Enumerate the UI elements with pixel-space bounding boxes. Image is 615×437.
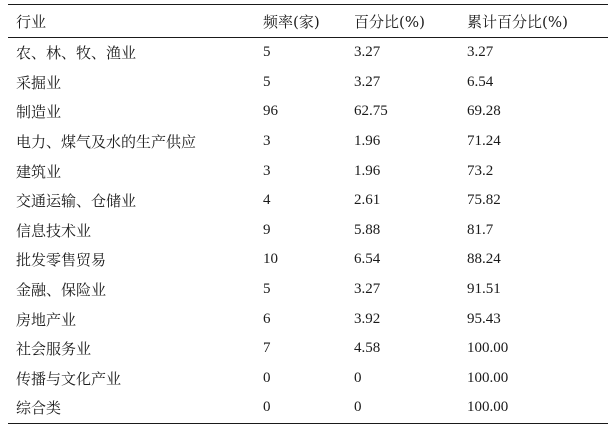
percent-cell: 3.27	[354, 73, 381, 90]
table-body	[8, 38, 608, 424]
frequency-cell: 10	[263, 251, 278, 268]
industry-cell: 房地产业	[16, 310, 77, 329]
industry-cell: 建筑业	[16, 162, 62, 181]
industry-cell: 农、林、牧、渔业	[16, 44, 137, 63]
table-row	[8, 38, 608, 68]
cumulative-percent-cell: 73.2	[467, 162, 494, 179]
percent-cell: 6.54	[354, 251, 381, 268]
frequency-cell: 5	[263, 73, 271, 90]
table-row	[8, 97, 608, 127]
cumulative-percent-cell: 100.00	[467, 369, 509, 386]
cumulative-percent-cell: 100.00	[467, 340, 509, 357]
industry-cell: 制造业	[16, 103, 62, 122]
percent-cell: 62.75	[354, 103, 388, 120]
header-row	[8, 5, 608, 38]
industry-cell: 采掘业	[16, 73, 62, 92]
cumulative-percent-cell: 100.00	[467, 393, 608, 423]
industry-cell: 金融、保险业	[16, 281, 107, 300]
percent-cell: 4.58	[354, 340, 381, 357]
frequency-cell: 3	[263, 133, 271, 150]
table-header	[8, 5, 608, 38]
industry-cell: 传播与文化产业	[16, 369, 122, 388]
frequency-cell: 6	[263, 310, 271, 327]
frequency-cell: 0	[263, 393, 354, 423]
percent-cell: 3.27	[354, 281, 381, 298]
industry-cell: 电力、煤气及水的生产供应	[16, 133, 197, 152]
industry-cell: 信息技术业	[16, 221, 92, 240]
table-row	[8, 275, 608, 305]
percent-cell: 0	[354, 393, 467, 423]
percent-cell: 5.88	[354, 221, 381, 238]
percent-cell: 0	[354, 369, 362, 386]
cumulative-percent-cell: 75.82	[467, 192, 501, 209]
header-industry: 行业	[8, 5, 263, 38]
header-cumulative-percent: 累计百分比(%)	[467, 5, 608, 38]
cumulative-percent-cell: 71.24	[467, 133, 501, 150]
cumulative-percent-cell: 69.28	[467, 103, 501, 120]
industry-cell: 批发零售贸易	[16, 251, 107, 270]
industry-cell: 社会服务业	[16, 340, 92, 359]
frequency-cell: 5	[263, 281, 271, 298]
frequency-cell: 9	[263, 221, 271, 238]
percent-cell: 3.27	[354, 44, 381, 61]
header-percent: 百分比(%)	[354, 5, 467, 38]
percent-cell: 3.92	[354, 310, 381, 327]
cumulative-percent-cell: 91.51	[467, 281, 501, 298]
industry-distribution-table	[8, 4, 608, 424]
table-row	[8, 186, 608, 216]
cumulative-percent-cell: 95.43	[467, 310, 501, 327]
percent-cell: 2.61	[354, 192, 381, 209]
table-row	[8, 393, 608, 423]
frequency-cell: 3	[263, 162, 271, 179]
frequency-cell: 5	[263, 44, 271, 61]
table-row	[8, 68, 608, 98]
table-row	[8, 334, 608, 364]
frequency-cell: 4	[263, 192, 271, 209]
table-row	[8, 156, 608, 186]
cumulative-percent-cell: 88.24	[467, 251, 501, 268]
header-frequency: 频率(家)	[263, 5, 354, 38]
table-row	[8, 127, 608, 157]
frequency-cell: 96	[263, 103, 278, 120]
cumulative-percent-cell: 6.54	[467, 73, 494, 90]
table-row	[8, 216, 608, 246]
percent-cell: 1.96	[354, 133, 381, 150]
table-row	[8, 245, 608, 275]
percent-cell: 1.96	[354, 162, 381, 179]
industry-cell: 综合类	[8, 393, 263, 423]
cumulative-percent-cell: 3.27	[467, 44, 494, 61]
table-row	[8, 364, 608, 394]
frequency-cell: 7	[263, 340, 271, 357]
cumulative-percent-cell: 81.7	[467, 221, 494, 238]
table-row	[8, 304, 608, 334]
frequency-cell: 0	[263, 369, 271, 386]
industry-cell: 交通运输、仓储业	[16, 192, 137, 211]
